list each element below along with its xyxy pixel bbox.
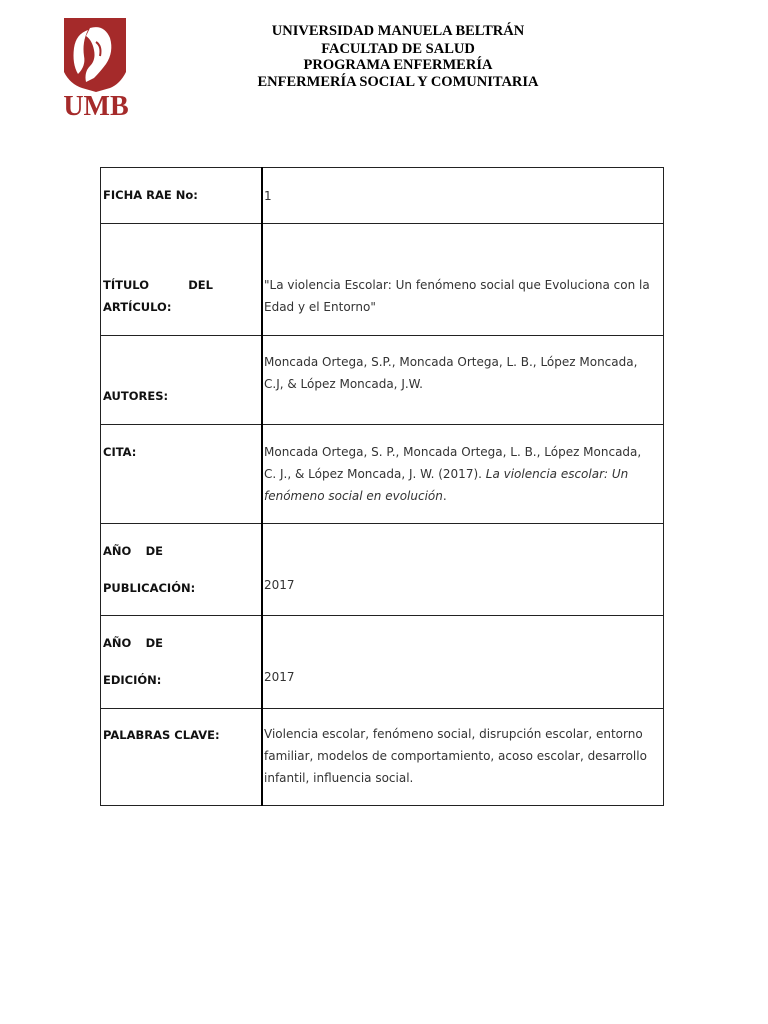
row-titulo — [101, 224, 664, 336]
value-cell — [262, 168, 664, 224]
faculty-name: FACULTAD DE SALUD — [321, 41, 475, 57]
row-cita — [101, 425, 664, 524]
value-cell — [262, 524, 664, 616]
program-name: PROGRAMA ENFERMERÍA — [303, 57, 493, 73]
value-cell — [262, 425, 664, 524]
authors-value: Moncada Ortega, S.P., Moncada Ortega, L. B., López Moncada, C.J, & López Moncada, J.W. — [264, 355, 638, 391]
value-cell — [262, 336, 664, 425]
course-name: ENFERMERÍA SOCIAL Y COMUNITARIA — [257, 74, 539, 90]
edition-year-label-word3: EDICIÓN: — [103, 673, 162, 687]
logo-text: UMB — [63, 91, 129, 120]
edition-year-label-word1: AÑO — [103, 636, 132, 650]
row-anio-edicion — [101, 616, 664, 709]
row-ficha-numero — [101, 168, 664, 224]
title-label-word3: ARTÍCULO: — [103, 300, 172, 314]
citation-plain: Moncada Ortega, S. P., Moncada Ortega, L. B., López Moncada, C. J., & López Moncada, J. W. (2017). — [264, 445, 642, 481]
label-cell — [101, 616, 263, 709]
ficha-number-value: 1 — [264, 189, 272, 203]
label-cell — [101, 425, 263, 524]
title-label-word2: DEL — [188, 278, 213, 292]
keywords-value: Violencia escolar, fenómeno social, disrupción escolar, entorno familiar, modelos de comportamiento, acoso escolar, desarrollo infantil, influencia social. — [264, 727, 647, 785]
pub-year-value: 2017 — [264, 578, 295, 592]
citation-end: . — [442, 489, 447, 503]
edition-year-value: 2017 — [264, 670, 295, 684]
value-cell — [262, 709, 664, 806]
value-cell — [262, 616, 664, 709]
pub-year-label-word3: PUBLICACIÓN: — [103, 581, 196, 595]
citation-italic-title: La violencia escolar: Un fenómeno social en evolución — [264, 467, 629, 503]
row-anio-publicacion — [101, 524, 664, 616]
umb-logo-graphic — [60, 12, 132, 120]
label-cell — [101, 336, 263, 425]
pub-year-label-word1: AÑO — [103, 544, 132, 558]
article-title-value: "La violencia Escolar: Un fenómeno social que Evoluciona con la Edad y el Entorno" — [264, 278, 650, 314]
edition-year-label-word2: DE — [145, 636, 163, 650]
ficha-rae-table — [100, 167, 664, 806]
keywords-label: PALABRAS CLAVE: — [103, 728, 220, 742]
label-cell — [101, 168, 263, 224]
value-cell — [262, 224, 664, 336]
university-name: UNIVERSIDAD MANUELA BELTRÁN — [271, 23, 525, 39]
row-palabras-clave — [101, 709, 664, 806]
umb-logo — [60, 12, 132, 120]
label-cell — [101, 224, 263, 336]
row-autores — [101, 336, 664, 425]
pub-year-label-word2: DE — [145, 544, 163, 558]
ficha-number-label: FICHA RAE No: — [103, 188, 198, 202]
citation-label: CITA: — [103, 445, 137, 459]
title-label-word1: TÍTULO — [103, 278, 149, 292]
label-cell — [101, 524, 263, 616]
citation-value — [264, 441, 657, 507]
authors-label: AUTORES: — [103, 389, 169, 403]
label-cell — [101, 709, 263, 806]
document-header — [200, 22, 596, 91]
